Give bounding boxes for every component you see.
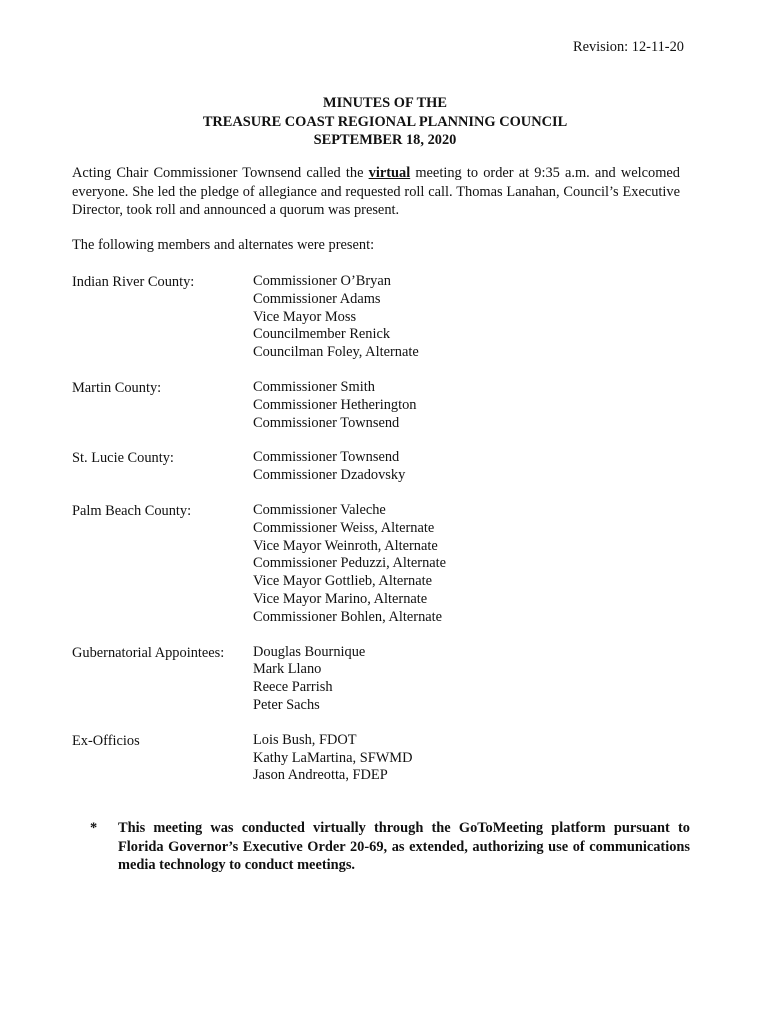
member-name: Vice Mayor Weinroth, Alternate (253, 537, 438, 554)
attendee-group (72, 502, 692, 627)
member-name: Vice Mayor Gottlieb, Alternate (253, 573, 432, 590)
member-name: Commissioner Valeche (253, 501, 386, 518)
member-name: Jason Andreotta, FDEP (253, 767, 388, 784)
document-header (0, 94, 770, 150)
member-name: Commissioner O’Bryan (253, 273, 391, 289)
member-name: Commissioner Townsend (253, 414, 400, 431)
member-name: Kathy LaMartina, SFWMD (253, 749, 413, 766)
member-name: Councilmember Renick (253, 326, 391, 343)
member-name: Commissioner Hetherington (253, 396, 417, 413)
group-label: Indian River County: (72, 274, 195, 290)
member-name: Vice Mayor Marino, Alternate (253, 590, 428, 607)
member-name: Lois Bush, FDOT (253, 731, 357, 748)
header-title-line1: MINUTES OF THE (323, 95, 447, 111)
group-label: Palm Beach County: (72, 502, 192, 519)
meeting-note (90, 819, 690, 875)
member-name: Vice Mayor Moss (253, 308, 357, 325)
member-name: Mark Llano (253, 661, 322, 678)
group-label: Martin County: (72, 379, 162, 396)
group-label: Ex-Officios (72, 732, 140, 749)
group-label: Gubernatorial Appointees: (72, 644, 225, 661)
group-members (253, 379, 416, 432)
group-members (253, 644, 365, 715)
attendee-group (72, 379, 692, 432)
member-name: Councilman Foley, Alternate (253, 344, 419, 361)
member-name: Commissioner Adams (253, 290, 381, 307)
member-name: Commissioner Peduzzi, Alternate (253, 555, 447, 572)
attendee-group (72, 732, 692, 785)
group-members (253, 502, 446, 627)
member-name: Commissioner Weiss, Alternate (253, 519, 435, 536)
header-title-line2: TREASURE COAST REGIONAL PLANNING COUNCIL (202, 113, 568, 130)
revision-label: Revision: 12-11-20 (573, 39, 684, 55)
group-members (253, 273, 419, 362)
present-members-line: The following members and alternates were present: (72, 237, 375, 253)
intro-emphasis: virtual (368, 165, 411, 181)
member-name: Commissioner Smith (253, 378, 375, 395)
group-members (253, 449, 405, 485)
member-name: Commissioner Bohlen, Alternate (253, 608, 443, 625)
member-name: Commissioner Townsend (253, 449, 400, 466)
note-asterisk: * (90, 820, 98, 836)
group-members (253, 732, 412, 785)
member-name: Douglas Bournique (253, 643, 366, 660)
intro-text-before: Acting Chair Commissioner Townsend called the (72, 165, 369, 181)
attendee-groups (72, 273, 692, 802)
member-name: Commissioner Dzadovsky (253, 467, 406, 484)
group-label: St. Lucie County: (72, 450, 174, 467)
member-name: Peter Sachs (253, 696, 320, 713)
header-date: SEPTEMBER 18, 2020 (313, 132, 457, 148)
intro-paragraph (72, 164, 680, 220)
intro-text-after: meeting to order at 9:35 a.m. and welcomed everyone. She led the pledge of allegiance and requested roll call. Thomas Lanahan, Council’s Executive Director, took roll and announced a quorum was present. (72, 165, 680, 218)
attendee-group (72, 449, 692, 485)
member-name: Reece Parrish (253, 679, 333, 696)
note-text: This meeting was conducted virtually through the GoToMeeting platform pursuant to Florida Governor’s Executive Order 20-69, as extended, authorizing use of communications media technology to conduct meetings. (118, 820, 690, 873)
attendee-group (72, 273, 692, 362)
attendee-group (72, 644, 692, 715)
